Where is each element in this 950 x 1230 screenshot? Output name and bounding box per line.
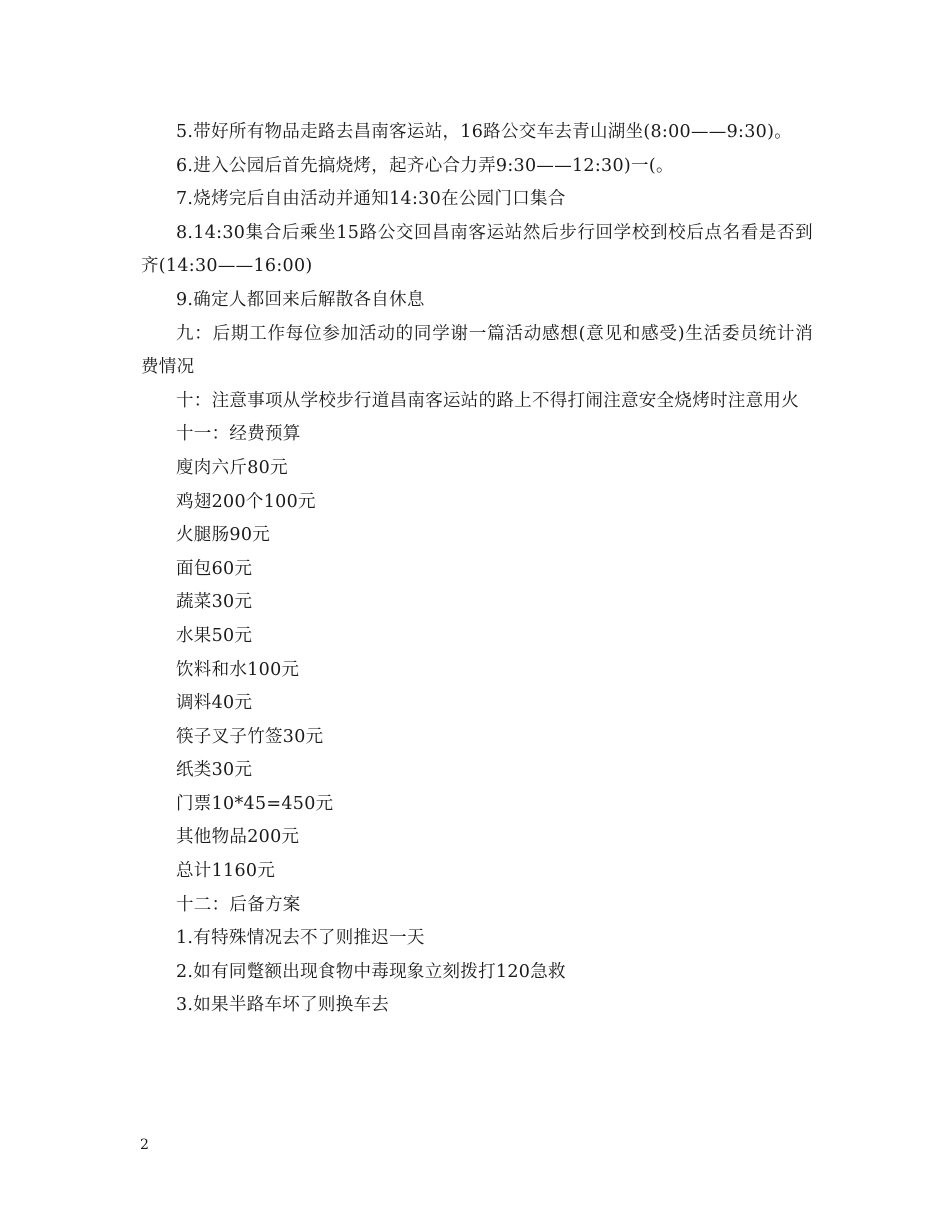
budget-total: 总计1160元 <box>176 861 276 882</box>
budget-item: 鸡翅200个100元 <box>176 491 316 512</box>
budget-item: 面包60元 <box>176 558 253 579</box>
budget-item: 饮料和水100元 <box>176 659 300 680</box>
paragraph-step-8: 8.14:30集合后乘坐15路公交回昌南客运站然后步行回学校到校后点名看是否到齐(14:30——16:00) <box>141 222 813 277</box>
budget-item: 纸类30元 <box>176 760 253 781</box>
budget-item: 火腿肠90元 <box>176 525 271 546</box>
budget-item: 调料40元 <box>176 693 253 714</box>
budget-item: 筷子叉子竹签30元 <box>176 726 324 747</box>
paragraph-step-9: 9.确定人都回来后解散各自休息 <box>176 289 425 310</box>
page-number: 2 <box>140 1137 149 1153</box>
budget-list <box>141 452 813 889</box>
document-body <box>141 116 813 1023</box>
budget-item: 门票10*45=450元 <box>176 793 334 814</box>
backup-plan-list <box>141 922 813 1023</box>
budget-item: 其他物品200元 <box>176 827 300 848</box>
paragraph-step-7: 7.烧烤完后自由活动并通知14:30在公园门口集合 <box>176 189 566 210</box>
budget-item: 蔬菜30元 <box>176 592 253 613</box>
backup-plan-heading: 十二：后备方案 <box>176 894 301 915</box>
backup-plan-item: 3.如果半路车坏了则换车去 <box>176 995 390 1016</box>
backup-plan-item: 2.如有同蹩额出现食物中毒现象立刻拨打120急救 <box>176 961 566 982</box>
budget-heading: 十一：经费预算 <box>176 424 301 445</box>
budget-item: 水果50元 <box>176 625 253 646</box>
paragraph-step-5: 5.带好所有物品走路去昌南客运站，16路公交车去青山湖坐(8:00——9:30)。 <box>176 122 793 142</box>
paragraph-step-6: 6.进入公园后首先搞烧烤，起齐心合力弄9:30——12:30)一(。 <box>176 155 674 176</box>
budget-item: 廋肉六斤80元 <box>176 457 288 478</box>
paragraph-follow-up-work: 九：后期工作每位参加活动的同学谢一篇活动感想(意见和感受)生活委员统计消费情况 <box>141 323 813 378</box>
paragraph-precautions: 十：注意事项从学校步行道昌南客运站的路上不得打闹注意安全烧烤时注意用火 <box>176 390 799 411</box>
backup-plan-item: 1.有特殊情况去不了则推迟一天 <box>176 928 425 949</box>
